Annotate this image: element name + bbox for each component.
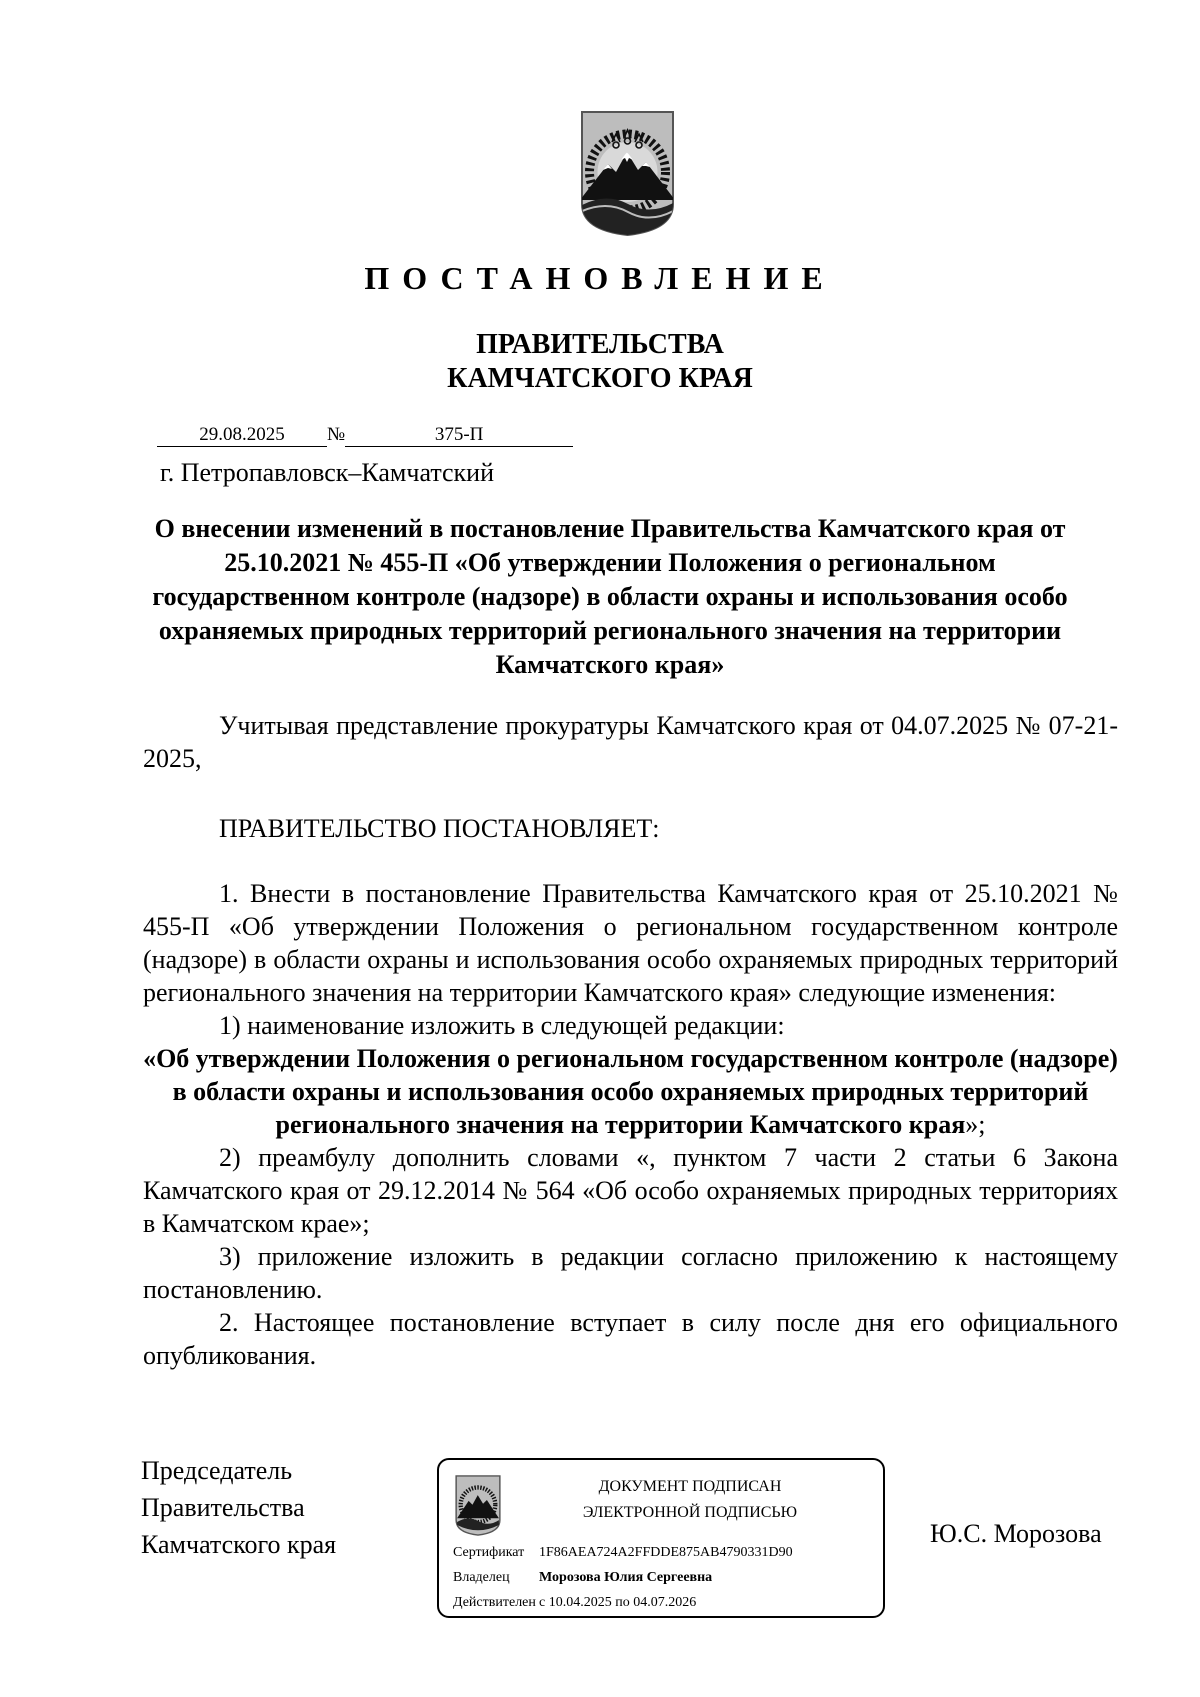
item-1-paragraph: 1. Внести в постановление Правительства Камчатского края от 25.10.2021 № 455-П «Об утверждении Положения о региональном государственном контроле (надзоре) в области охраны и использования особо охраняемых природных территорий регионального значения на территории Камчатского края» следующие изменения: [143, 879, 1118, 1007]
coat-of-arms-emblem [576, 108, 679, 237]
stamp-validity-row [453, 1594, 696, 1612]
body-items [143, 877, 1118, 1372]
subitem-3-paragraph: 3) приложение изложить в редакции согласно приложению к настоящему постановлению. [143, 1242, 1118, 1304]
issuer-line-1: ПРАВИТЕЛЬСТВА [476, 329, 724, 360]
electronic-signature-stamp [437, 1458, 885, 1618]
quote-close: »; [965, 1110, 986, 1139]
number-sign: № [327, 424, 346, 445]
stamp-owner-row [453, 1569, 712, 1587]
document-title: О внесении изменений в постановление Правительства Камчатского края от 25.10.2021 № 455-П «Об утверждении Положения о региональном государственном контроле (надзоре) в области охраны и использования особо охраняемых природных территорий регионального значения на территории Камчатского края» [152, 514, 1068, 679]
certificate-value: 1F86AEA724A2FFDDE875AB4790331D90 [539, 1545, 793, 1560]
new-title-quote [143, 1042, 1118, 1141]
owner-value: Морозова Юлия Сергеевна [539, 1570, 713, 1585]
validity-label: Действителен [453, 1595, 536, 1610]
owner-label: Владелец [453, 1570, 510, 1585]
issuer-line-2: КАМЧАТСКОГО КРАЯ [447, 363, 753, 394]
preamble-paragraph: Учитывая представление прокуратуры Камчатского края от 04.07.2025 № 07-21-2025, [143, 711, 1118, 773]
validity-value: с 10.04.2025 по 04.07.2026 [539, 1595, 697, 1610]
signatory-position-line-2: Правительства [141, 1493, 305, 1522]
subitem-2-paragraph: 2) преамбулу дополнить словами «, пунктом 7 части 2 статьи 6 Закона Камчатского края от 29.12.2014 № 564 «Об особо охраняемых природных территориях в Камчатском крае»; [143, 1143, 1118, 1238]
signatory-name: Ю.С. Морозова [930, 1519, 1102, 1548]
document-number: 375-П [345, 424, 573, 447]
signatory-position-line-3: Камчатского края [141, 1530, 337, 1559]
signatory-position-line-1: Председатель [141, 1456, 293, 1485]
stamp-heading [505, 1474, 875, 1526]
city-line: г. Петропавловск–Камчатский [160, 458, 495, 487]
stamp-heading-line-2: ЭЛЕКТРОННОЙ ПОДПИСЬЮ [582, 1504, 798, 1521]
stamp-emblem-icon [453, 1474, 503, 1536]
certificate-label: Сертификат [453, 1545, 525, 1560]
quote-bold-text: Об утверждении Положения о региональном государственном контроле (надзоре) в области охраны и использования особо охраняемых природных территорий регионального значения на территории Камчатского края [156, 1044, 1118, 1139]
date-number-line [157, 424, 573, 447]
stamp-certificate-row [453, 1544, 793, 1562]
resolves-paragraph: ПРАВИТЕЛЬСТВО ПОСТАНОВЛЯЕТ: [219, 814, 660, 843]
document-type-heading: ПОСТАНОВЛЕНИЕ [364, 260, 836, 296]
signatory-position [141, 1452, 336, 1563]
issuer-heading [0, 328, 1200, 396]
document-date: 29.08.2025 [157, 424, 327, 447]
item-2-paragraph: 2. Настоящее постановление вступает в силу после дня его официального опубликования. [143, 1308, 1118, 1370]
stamp-heading-line-1: ДОКУМЕНТ ПОДПИСАН [598, 1478, 782, 1495]
subitem-1-paragraph: 1) наименование изложить в следующей редакции: [219, 1011, 785, 1040]
quote-open: « [143, 1044, 157, 1073]
